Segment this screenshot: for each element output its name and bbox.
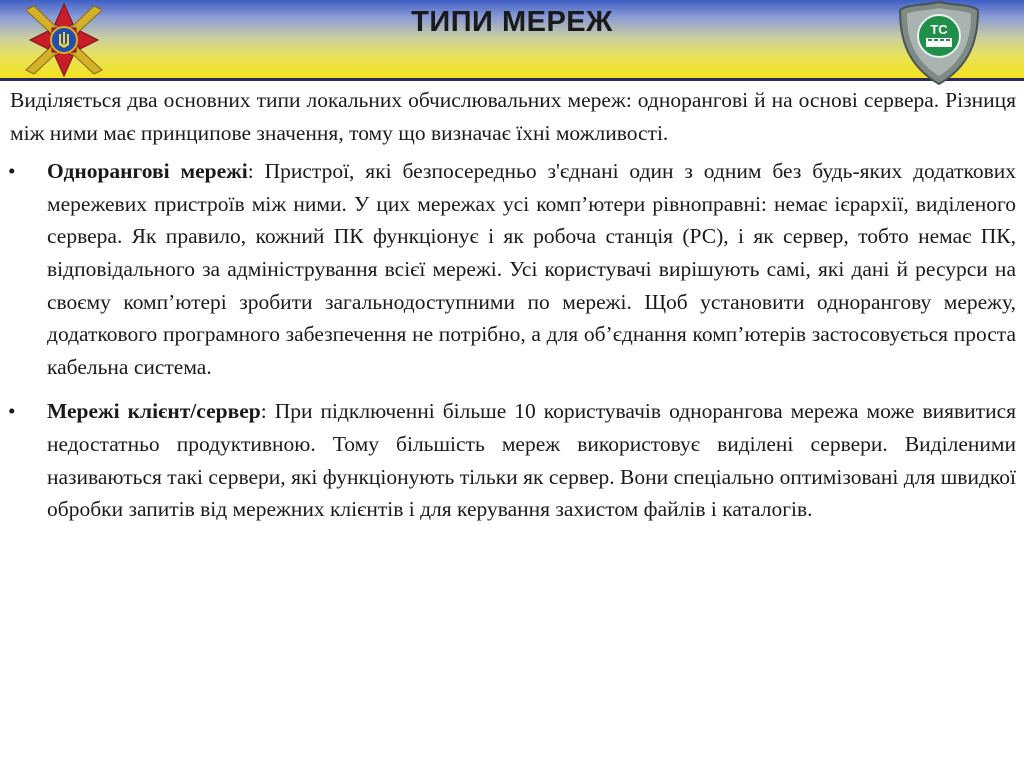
bullet-term: Мережі клієнт/сервер	[47, 399, 261, 424]
bullet-text: : При підключенні більше 10 користувачів однорангова мережа може виявитися недостатньо продуктивною. Тому більшість мереж використовує виділені сервери. Виділеними називаються такі сервери, які функціонують тільки як сервер. Вони спеціально оптимізовані для швидкої обробки запитів від мережних клієнтів і для керування захистом файлів і каталогів.	[47, 399, 1017, 522]
intro-paragraph: Виділяється два основних типи локальних обчислювальних мереж: однорангові й на основі сервера. Різниця між ними має принципове значення, тому що визначає їхні можливості.	[10, 88, 1016, 145]
page-title: ТИПИ МЕРЕЖ	[411, 6, 613, 38]
bullet-peer-to-peer	[10, 155, 1016, 383]
header-divider	[0, 78, 1024, 81]
bullet-marker: •	[8, 159, 16, 184]
bullet-text: : Пристрої, які безпосередньо з'єднані один з одним без будь-яких додаткових мережевих пристроїв між ними. У цих мережах усі комп’ютери рівноправні: немає ієрархії, виділеного сервера. Як правило, кожний ПК функціонує і як робоча станція (РС), і як сервер, тобто немає ПК, відповідального за адміністрування всієї мережі. Усі користувачі вирішують самі, які дані й ресурси на своєму комп’ютері зробити загальнодоступними по мережі. Щоб установити однорангову мережу, додаткового програмного забезпечення не потрібно, а для об’єднання комп’ютерів застосовується проста кабельна система.	[47, 159, 1016, 379]
svg-text:TC: TC	[930, 22, 948, 37]
bullet-term: Однорангові мережі	[47, 159, 248, 184]
bullet-marker: •	[8, 399, 16, 424]
slide-body	[10, 84, 1016, 526]
bullet-client-server	[10, 395, 1016, 525]
